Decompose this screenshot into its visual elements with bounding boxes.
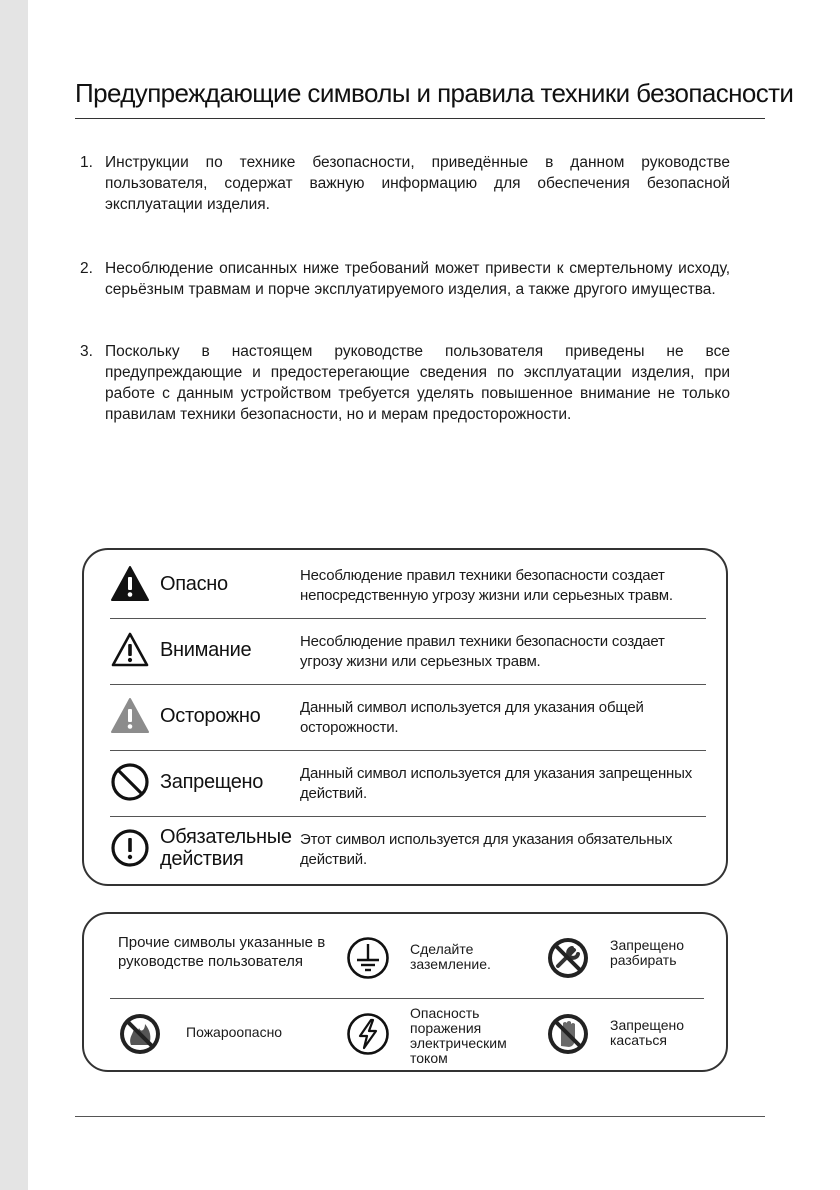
fire-hazard-icon <box>118 1012 162 1056</box>
footer-divider <box>75 1116 765 1117</box>
symbol-description: Этот символ используется для указания обязательных действий. <box>300 831 673 868</box>
symbol-row-prohibited <box>110 748 706 817</box>
symbol-description: Данный символ используется для указания общей осторожности. <box>300 699 644 736</box>
other-symbols-title: Прочие символы указанные в руководстве пользователя <box>118 934 326 970</box>
other-symbol-label: Опасность поражения электрическим током <box>410 1005 507 1066</box>
symbol-row-mandatory <box>110 814 706 882</box>
symbol-row-caution <box>110 682 706 751</box>
electric-shock-icon <box>346 1012 390 1056</box>
other-symbol-label: Сделайте заземление. <box>410 941 491 972</box>
symbol-label: Внимание <box>160 639 252 661</box>
instruction-number: 1. <box>80 154 93 171</box>
mandatory-action-icon <box>110 828 150 868</box>
instruction-text: Инструкции по технике безопасности, приведённые в данном руководстве пользователя, содержат важную информацию для обеспечения безопасной эксплуатации изделия. <box>105 154 730 213</box>
page-margin-strip <box>0 0 28 1190</box>
other-symbols-box <box>82 912 728 1072</box>
other-symbol-label: Пожароопасно <box>186 1024 283 1040</box>
caution-triangle-grey-icon <box>110 696 150 736</box>
other-symbol-label: Запрещено касаться <box>610 1017 685 1048</box>
instruction-text: Несоблюдение описанных ниже требований может привести к смертельному исходу, серьёзным травмам и порче эксплуатируемого изделия, а также другого имущества. <box>105 260 730 298</box>
instruction-number: 2. <box>80 260 93 277</box>
symbol-description: Несоблюдение правил техники безопасности создает угрозу жизни или серьезных травм. <box>300 633 665 670</box>
ground-icon <box>346 936 390 980</box>
symbol-row-attention <box>110 616 706 685</box>
other-symbols-divider <box>110 998 704 999</box>
warning-triangle-filled-icon <box>110 564 150 604</box>
instruction-number: 3. <box>80 343 93 360</box>
symbol-description: Несоблюдение правил техники безопасности создает непосредственную угрозу жизни или серьезных травм. <box>300 567 673 604</box>
symbol-description: Данный символ используется для указания запрещенных действий. <box>300 765 693 802</box>
prohibited-circle-icon <box>110 762 150 802</box>
warning-symbols-box <box>82 548 728 886</box>
other-symbol-label: Запрещено разбирать <box>610 937 685 968</box>
symbol-label: Опасно <box>160 573 228 595</box>
title-divider <box>75 118 765 119</box>
no-disassembly-icon <box>546 936 590 980</box>
symbol-label: Запрещено <box>160 771 264 793</box>
symbol-label: Осторожно <box>160 705 261 727</box>
symbol-label: Обязательные действия <box>160 826 292 870</box>
no-touch-icon <box>546 1012 590 1056</box>
symbol-row-danger <box>110 550 706 619</box>
instruction-text: Поскольку в настоящем руководстве пользователя приведены не все предупреждающие и предостерегающие сведения по эксплуатации изделия, при работе с данным устройством требуется уделять повышенное внимание не только правилам техники безопасности, но и мерам предосторожности. <box>105 343 730 423</box>
page-title: Предупреждающие символы и правила техники безопасности <box>75 78 794 108</box>
warning-triangle-outline-icon <box>110 630 150 670</box>
